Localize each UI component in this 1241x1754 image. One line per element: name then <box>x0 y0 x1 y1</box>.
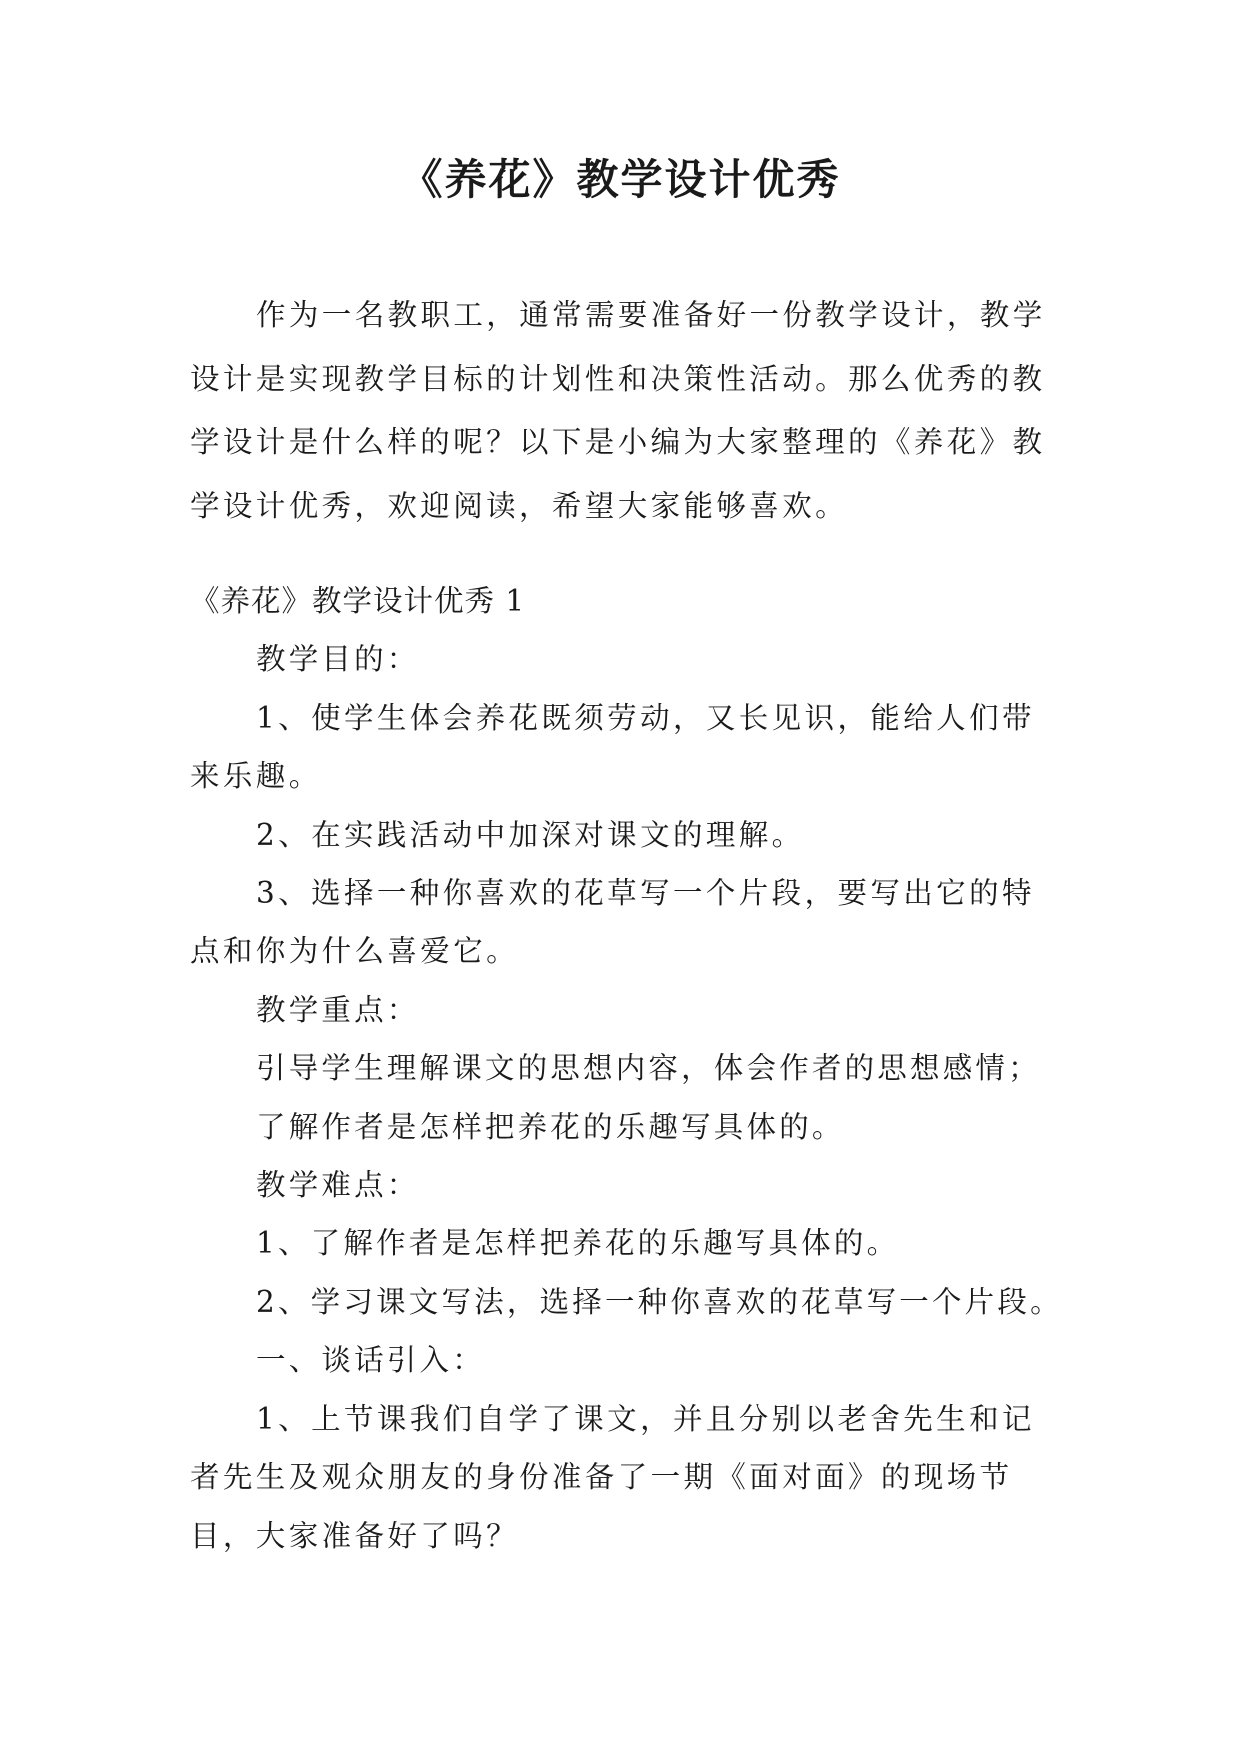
section-1 <box>190 572 1070 1565</box>
intro-paragraph: 作为一名教职工，通常需要准备好一份教学设计，教学设计是实现教学目标的计划性和决策性活动。那么优秀的教学设计是什么样的呢？以下是小编为大家整理的《养花》教学设计优秀，欢迎阅读，希望大家能够喜欢。 <box>190 298 1046 523</box>
objective-item-2: 2、在实践活动中加深对课文的理解。 <box>256 817 805 852</box>
step-1-label: 一、谈话引入： <box>256 1343 485 1378</box>
objective-item-1: 1、使学生体会养花既须劳动，又长见识，能给人们带来乐趣。 <box>190 700 1035 794</box>
difficulties-label: 教学难点： <box>256 1168 420 1203</box>
difficulty-item-2: 2、学习课文写法，选择一种你喜欢的花草写一个片段。 <box>256 1284 1063 1319</box>
key-point-line-2: 了解作者是怎样把养花的乐趣写具体的。 <box>256 1109 845 1144</box>
step-1-item-1: 1、上节课我们自学了课文，并且分别以老舍先生和记者先生及观众朋友的身份准备了一期《面对面》的现场节目，大家准备好了吗？ <box>190 1401 1035 1553</box>
key-point-line-1: 引导学生理解课文的思想内容，体会作者的思想感情； <box>256 1051 1041 1086</box>
key-points-label: 教学重点： <box>256 992 420 1027</box>
document-title: 《养花》教学设计优秀 <box>400 155 841 204</box>
objectives-label: 教学目的： <box>256 642 420 677</box>
section-heading: 《养花》教学设计优秀 1 <box>190 584 526 618</box>
difficulty-item-1: 1、了解作者是怎样把养花的乐趣写具体的。 <box>256 1226 900 1261</box>
objective-item-3: 3、选择一种你喜欢的花草写一个片段，要写出它的特点和你为什么喜爱它。 <box>190 876 1035 969</box>
